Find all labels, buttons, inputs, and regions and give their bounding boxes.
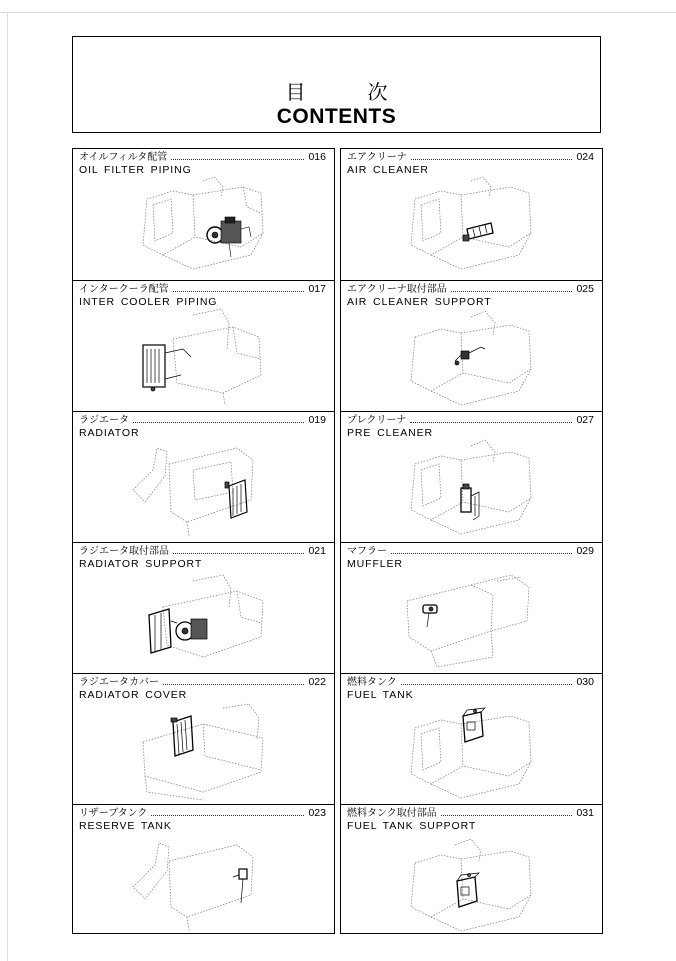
excavator-radiator-cover-illustration	[133, 702, 273, 802]
toc-entry-muffler[interactable]	[341, 542, 602, 673]
leader-dots	[163, 676, 304, 685]
contents-title-box	[72, 36, 601, 133]
excavator-radiator-illustration	[133, 440, 273, 540]
excavator-fuel-tank-support-illustration	[401, 833, 541, 933]
excavator-reserve-tank-illustration	[133, 833, 273, 933]
entry-page-number[interactable]: 027	[576, 414, 594, 426]
title-english: CONTENTS	[276, 105, 397, 128]
toc-entry-radiator-cover[interactable]	[73, 673, 334, 804]
toc-entry-fuel-tank-support[interactable]	[341, 804, 602, 935]
entry-page-number[interactable]: 016	[308, 151, 326, 163]
page-edge-left	[7, 12, 8, 961]
right-column	[340, 148, 603, 934]
excavator-intercooler-illustration	[133, 309, 273, 409]
entry-page-number[interactable]: 017	[308, 283, 326, 295]
leader-dots	[451, 283, 573, 292]
entry-jp-title: エアクリーナ	[347, 152, 407, 163]
entry-jp-title: プレクリーナ	[347, 415, 407, 426]
entry-jp-title: ラジエータカバー	[79, 677, 159, 688]
entry-page-number[interactable]: 021	[308, 545, 326, 557]
leader-dots	[133, 414, 304, 423]
leader-dots	[401, 676, 573, 685]
entry-en-title: OIL FILTER PIPING	[79, 164, 192, 176]
excavator-pre-cleaner-illustration	[401, 440, 541, 540]
entry-en-title: RADIATOR SUPPORT	[79, 558, 203, 570]
entry-en-title: INTER COOLER PIPING	[79, 296, 218, 308]
excavator-air-cleaner-support-illustration	[401, 309, 541, 409]
toc-entry-fuel-tank[interactable]	[341, 673, 602, 804]
toc-entry-air-cleaner-support[interactable]	[341, 280, 602, 411]
entry-en-title: RESERVE TANK	[79, 820, 172, 832]
entry-en-title: AIR CLEANER	[347, 164, 429, 176]
entry-page-number[interactable]: 025	[576, 283, 594, 295]
excavator-radiator-support-illustration	[133, 571, 273, 671]
entry-en-title: MUFFLER	[347, 558, 403, 570]
entry-jp-title: 燃料タンク	[347, 677, 397, 688]
entry-jp-title: インタークーラ配管	[79, 284, 169, 295]
entry-jp-title: リザーブタンク	[79, 808, 148, 819]
toc-entry-reserve-tank[interactable]	[73, 804, 334, 935]
contents-grid	[72, 148, 603, 934]
entry-page-number[interactable]: 031	[576, 807, 594, 819]
entry-jp-title: 燃料タンク取付部品	[347, 808, 437, 819]
excavator-muffler-illustration	[401, 571, 541, 671]
excavator-fuel-tank-illustration	[401, 702, 541, 802]
leader-dots	[441, 807, 573, 816]
entry-en-title: RADIATOR	[79, 427, 140, 439]
entry-jp-title: マフラー	[347, 546, 387, 557]
leader-dots	[171, 151, 304, 160]
title-japanese: 目次	[285, 80, 450, 104]
excavator-engine-oil-filter-illustration	[133, 177, 273, 277]
leader-dots	[173, 545, 304, 554]
entry-page-number[interactable]: 030	[576, 676, 594, 688]
entry-page-number[interactable]: 023	[308, 807, 326, 819]
toc-entry-air-cleaner[interactable]	[341, 149, 602, 280]
toc-entry-pre-cleaner[interactable]	[341, 411, 602, 542]
entry-page-number[interactable]: 022	[308, 676, 326, 688]
entry-jp-title: オイルフィルタ配管	[79, 152, 168, 163]
entry-jp-title: ラジエータ取付部品	[79, 546, 169, 557]
leader-dots	[411, 151, 573, 160]
toc-entry-inter-cooler-piping[interactable]	[73, 280, 334, 411]
page-edge-top	[0, 12, 676, 13]
entry-jp-title: エアクリーナ取付部品	[347, 284, 447, 295]
leader-dots	[173, 283, 305, 292]
leader-dots	[410, 414, 572, 423]
excavator-air-cleaner-illustration	[401, 177, 541, 277]
left-column	[72, 148, 335, 934]
entry-page-number[interactable]: 029	[576, 545, 594, 557]
entry-en-title: RADIATOR COVER	[79, 689, 188, 701]
toc-entry-radiator-support[interactable]	[73, 542, 334, 673]
toc-entry-radiator[interactable]	[73, 411, 334, 542]
toc-entry-oil-filter-piping[interactable]	[73, 149, 334, 280]
entry-jp-title: ラジエータ	[79, 415, 129, 426]
leader-dots	[151, 807, 304, 816]
entry-en-title: FUEL TANK SUPPORT	[347, 820, 477, 832]
entry-page-number[interactable]: 024	[576, 151, 594, 163]
leader-dots	[391, 545, 572, 554]
entry-en-title: FUEL TANK	[347, 689, 414, 701]
entry-en-title: AIR CLEANER SUPPORT	[347, 296, 492, 308]
entry-en-title: PRE CLEANER	[347, 427, 434, 439]
entry-page-number[interactable]: 019	[308, 414, 326, 426]
